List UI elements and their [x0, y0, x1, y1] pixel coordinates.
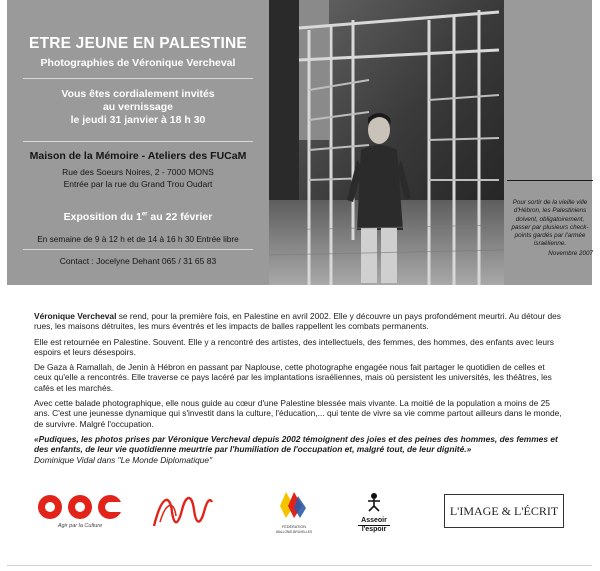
exhibition-subtitle: Photographies de Véronique Vercheval	[40, 57, 236, 69]
description-text	[34, 311, 564, 465]
pac-tagline: Agir par la Culture	[57, 523, 103, 529]
header-band	[7, 0, 592, 285]
photo-caption	[507, 180, 593, 257]
exhibition-dates: Exposition du 1er au 22 février	[63, 211, 213, 223]
photographer-name: Véronique Vercheval	[34, 311, 117, 321]
checkpoint-photo	[269, 0, 504, 285]
federation-line-2: WALLONIE-BRUXELLES	[275, 530, 313, 534]
invite-line-3: le jeudi 31 janvier à 18 h 30	[70, 114, 206, 126]
invitation-text	[7, 88, 269, 127]
federation-wallonie-bruxelles-logo	[272, 490, 316, 534]
quote-attribution: Dominique Vidal dans "Le Monde Diplomatique"	[34, 454, 213, 465]
paragraph-1: Véronique Vercheval se rend, pour la première fois, en Palestine en avril 2002. Elle y découvre un pays profondément meurtri. Au détour des rues, les maisons détruites, les murs éventrés et les impacts de balles rappellent les combats permanents.	[34, 311, 561, 332]
paragraph-4: Avec cette balade photographique, elle nous guide au cœur d'une Palestine blessée mais vivante. La moitié de la population a moins de 25 ans. C'est une jeunesse dynamique qui s'investit dans la culture, l'éducation,... qui tente de vivre sa vie comme partout ailleurs dans le monde, de survivre. Malgré l'occupation.	[34, 398, 562, 429]
caption-text: Pour sortir de la vieille ville d'Hébron, les Palestiniens doivent, obligatoirement, passer par plusieurs check-points gardés par l'armée israélienne.	[511, 199, 589, 248]
photo-illustration	[269, 0, 504, 285]
divider	[23, 249, 253, 250]
federation-logo-mark	[272, 490, 316, 520]
address-line-1: Rue des Soeurs Noires, 2 - 7000 MONS	[62, 167, 214, 177]
exhibition-title: ETRE JEUNE EN PALESTINE	[29, 35, 247, 52]
scribble-logo	[152, 492, 214, 530]
caption-date: Novembre 2007	[548, 249, 593, 257]
venue-name: Maison de la Mémoire - Ateliers des FUCaM	[29, 150, 247, 162]
asseoir-line-1: Asseoir	[361, 517, 387, 524]
image-ecrit-text: L'IMAGE & L'ÉCRIT	[449, 503, 559, 518]
event-info-panel	[7, 0, 269, 285]
invite-line-1: Vous êtes cordialement invités	[61, 88, 215, 100]
scribble-logo-mark	[152, 492, 214, 530]
opening-hours: En semaine de 9 à 12 h et de 14 à 16 h 30 Entrée libre	[37, 234, 239, 244]
asseoir-figure-icon	[358, 492, 390, 512]
press-quote: «Pudiques, les photos prises par Véronique Vercheval depuis 2002 témoignent des joies et des peines des hommes, des femmes et des enfants, de leur vie quotidienne meurtrie par l'humiliation de l'occupation et, malgré tout, de leur dignité.»	[34, 433, 558, 455]
sponsor-logos	[0, 488, 600, 538]
contact-info: Contact : Jocelyne Dehant 065 / 31 65 83	[59, 256, 217, 266]
paragraph-3: De Gaza à Ramallah, de Jenin à Hébron en passant par Naplouse, cette photographe engagée nous fait partager le quotidien de celles et ceux qu'elle a rencontrés. Elle traverse ce pays lacéré par les implantations israéliennes, mais où persistent les universités, les théâtres, les cafés et les marchés.	[34, 362, 552, 393]
caption-rule	[507, 180, 593, 181]
image-ecrit-logo	[444, 494, 564, 528]
divider	[23, 141, 253, 142]
invite-line-2: au vernissage	[102, 101, 174, 113]
federation-line-1: FÉDÉRATION	[281, 525, 307, 529]
address-line-2: Entrée par la rue du Grand Trou Oudart	[63, 179, 213, 189]
asseoir-line-2: l'espoir	[358, 525, 390, 534]
divider	[23, 78, 253, 79]
bottom-divider	[7, 565, 592, 566]
paragraph-2: Elle est retournée en Palestine. Souvent. Elle y a rencontré des artistes, des intellectuels, des femmes, des hommes, des enfants avec leurs espoirs et leurs désespoirs.	[34, 336, 554, 357]
pac-logo	[34, 491, 126, 531]
asseoir-lespoir-logo	[358, 492, 390, 534]
